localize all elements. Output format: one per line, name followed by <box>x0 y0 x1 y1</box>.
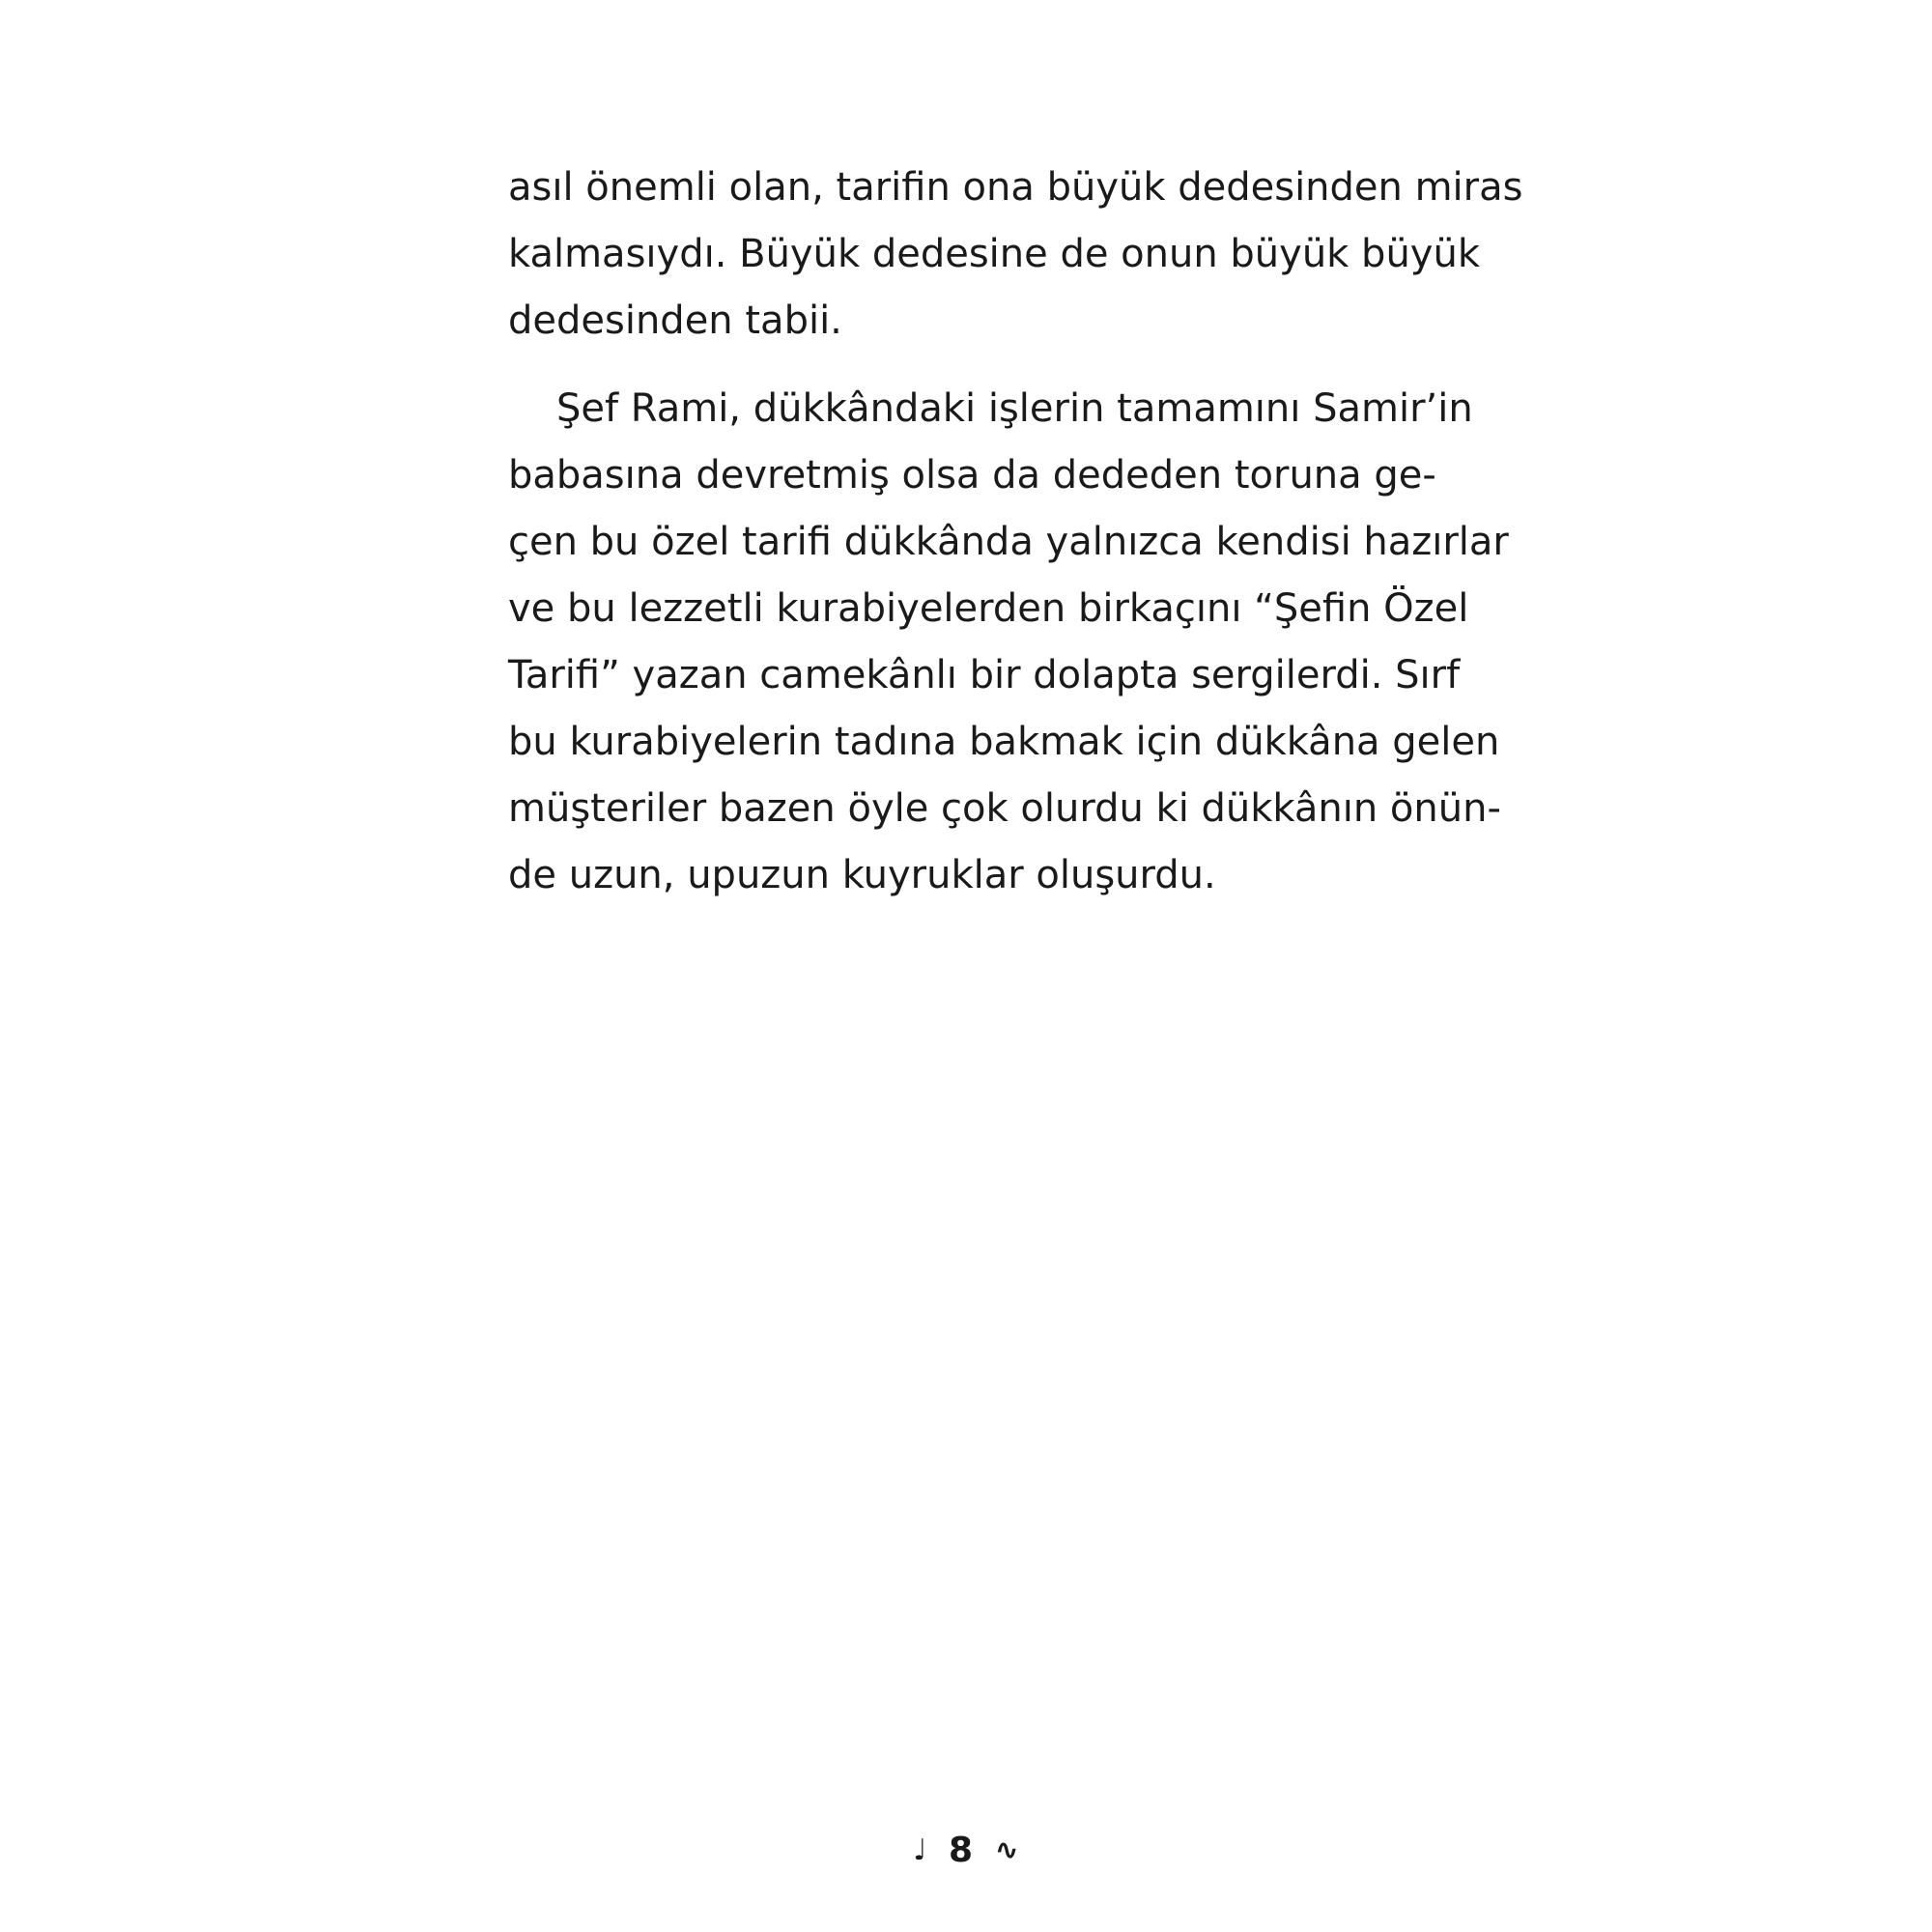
page-number-footer <box>0 1826 1932 1875</box>
text-line: asıl önemli olan, tarifin ona büyük dedesinden miras <box>508 165 1523 210</box>
text-line: Tarifi” yazan camekânlı bir dolapta sergilerdi. Sırf <box>508 653 1461 697</box>
text-line: çen bu özel tarifi dükkânda yalnızca kendisi hazırlar <box>508 520 1509 564</box>
ornament-left-icon: ♩ <box>913 1833 927 1867</box>
text-line: ve bu lezzetli kurabiyelerden birkaçını “Şefin Özel <box>508 586 1469 631</box>
page-number: 8 <box>948 1831 974 1870</box>
text-line: babasına devretmiş olsa da dededen toruna ge- <box>508 453 1436 497</box>
paragraph-gap <box>508 355 1435 376</box>
paragraph-2 <box>508 376 1509 909</box>
body-text <box>508 155 1523 909</box>
text-line: Şef Rami, dükkândaki işlerin tamamını Samir’in <box>556 386 1473 431</box>
ornament-right-icon: ∿ <box>994 1833 1019 1867</box>
text-line: de uzun, upuzun kuyruklar oluşurdu. <box>508 853 1216 897</box>
text-line: bu kurabiyelerin tadına bakmak için dükkâna gelen <box>508 720 1500 764</box>
text-line: kalmasıydı. Büyük dedesine de onun büyük büyük <box>508 232 1480 276</box>
text-line: müşteriler bazen öyle çok olurdu ki dükkânın önün- <box>508 786 1501 831</box>
paragraph-1 <box>508 155 1523 355</box>
text-line: dedesinden tabii. <box>508 298 842 343</box>
